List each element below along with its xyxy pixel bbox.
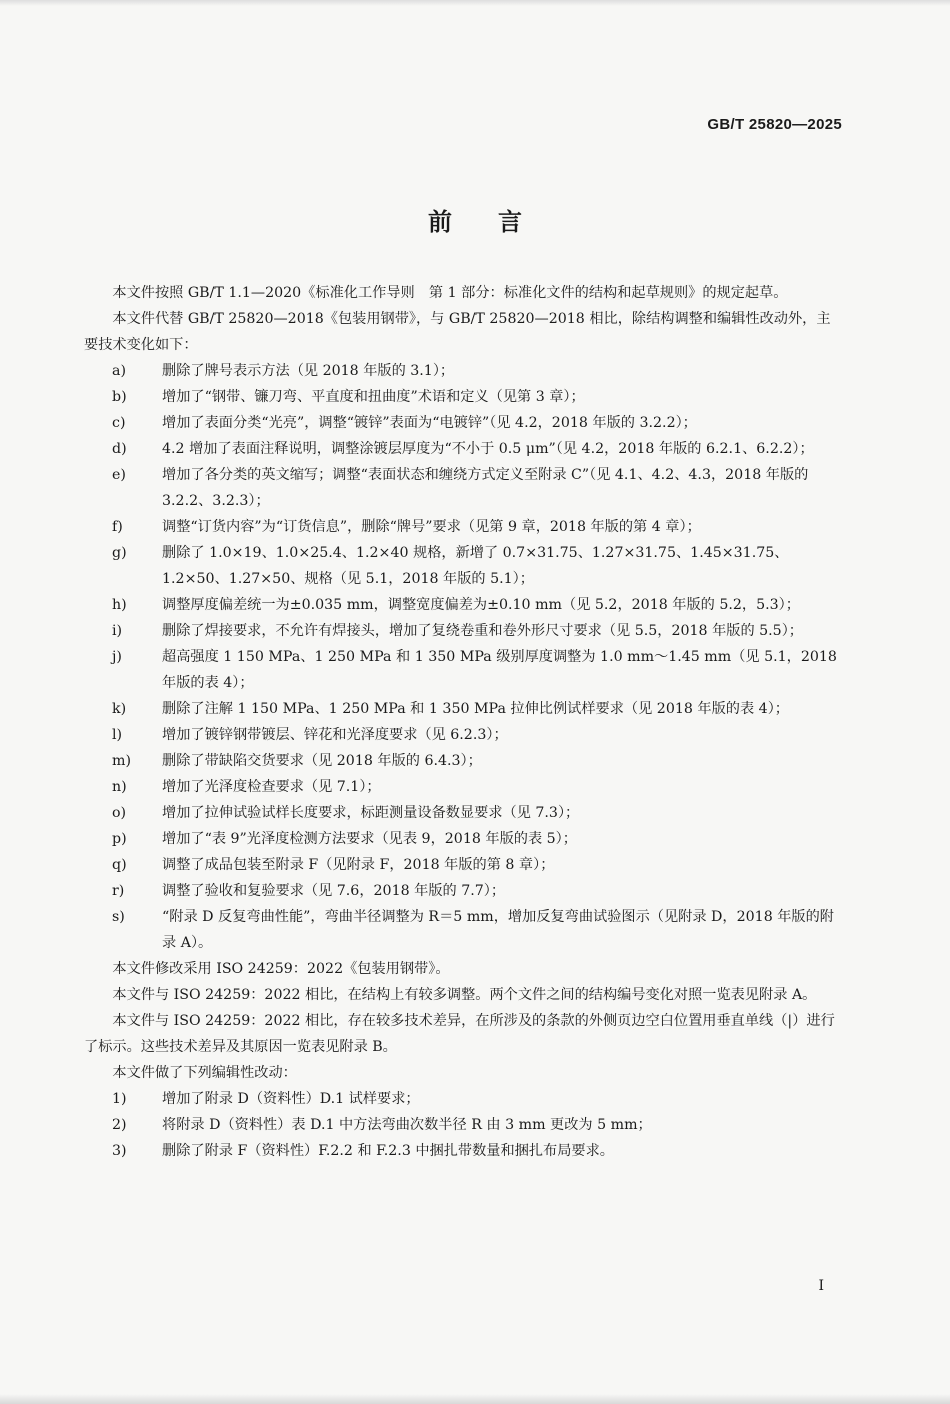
intro-paragraph-2: 本文件代替 GB/T 25820—2018《包装用钢带》，与 GB/T 25820—2018 相比，除结构调整和编辑性改动外，主要技术变化如下：	[84, 311, 831, 353]
list-item	[84, 696, 844, 722]
list-item-label: l)	[112, 727, 123, 743]
list-item-text: 超高强度 1 150 MPa、1 250 MPa 和 1 350 MPa 级别厚度调整为 1.0 mm～1.45 mm（见 5.1，2018 年版的表 4）；	[162, 649, 837, 691]
list-item	[84, 878, 844, 904]
list-item-text: 将附录 D（资料性）表 D.1 中方法弯曲次数半径 R 由 3 mm 更改为 5 mm；	[162, 1117, 652, 1133]
scan-edge-bottom	[0, 1394, 950, 1404]
intro-paragraph-1: 本文件按照 GB/T 1.1—2020《标准化工作导则 第 1 部分：标准化文件的结构和起草规则》的规定起草。	[112, 285, 788, 301]
list-item-label: 1)	[112, 1091, 127, 1107]
standard-code: GB/T 25820—2025	[707, 116, 842, 133]
list-item-text: 4.2 增加了表面注释说明，调整涂镀层厚度为“不小于 0.5 μm”（见 4.2，2018 年版的 6.2.1、6.2.2）；	[162, 441, 814, 457]
list-item	[84, 618, 844, 644]
list-item-text: 增加了镀锌钢带镀层、锌花和光泽度要求（见 6.2.3）；	[162, 727, 508, 743]
list-item	[84, 904, 844, 956]
list-item-label: a)	[112, 363, 126, 379]
list-item	[84, 540, 844, 592]
list-item	[84, 748, 844, 774]
scan-edge-top	[0, 0, 950, 6]
list-item-label: p)	[112, 831, 127, 847]
list-item-text: 增加了附录 D（资料性）D.1 试样要求；	[162, 1091, 420, 1107]
page-title: 前言	[428, 208, 568, 236]
list-item-label: d)	[112, 441, 127, 457]
list-item-text: “附录 D 反复弯曲性能”，弯曲半径调整为 R＝5 mm，增加反复弯曲试验图示（见附录 D，2018 年版的附录 A）。	[162, 909, 834, 951]
list-item-text: 删除了注解 1 150 MPa、1 250 MPa 和 1 350 MPa 拉伸比例试样要求（见 2018 年版的表 4）；	[162, 701, 789, 717]
list-item-label: o)	[112, 805, 127, 821]
list-item-text: 增加了拉伸试验试样长度要求，标距测量设备数显要求（见 7.3）；	[162, 805, 580, 821]
list-item-text: 增加了表面分类“光亮”，调整“镀锌”表面为“电镀锌”（见 4.2，2018 年版的 3.2.2）；	[162, 415, 697, 431]
list-item	[84, 722, 844, 748]
list-item-label: s)	[112, 909, 125, 925]
list-item-label: q)	[112, 857, 127, 873]
list-item-text: 删除了 1.0×19、1.0×25.4、1.2×40 规格，新增了 0.7×31.75、1.27×31.75、1.45×31.75、1.2×50、1.27×50、规格（见 5.1，2018 年版的 5.1）；	[162, 545, 789, 587]
list-item	[84, 800, 844, 826]
edits-list	[84, 1086, 844, 1164]
list-item-label: k)	[112, 701, 127, 717]
list-item	[84, 410, 844, 436]
list-item	[84, 644, 844, 696]
after-paragraph-2: 本文件与 ISO 24259：2022 相比，在结构上有较多调整。两个文件之间的结构编号变化对照一览表见附录 A。	[112, 987, 817, 1003]
list-item	[84, 436, 844, 462]
list-item-text: 调整厚度偏差统一为±0.035 mm，调整宽度偏差为±0.10 mm（见 5.2，2018 年版的 5.2，5.3）；	[162, 597, 800, 613]
list-item-text: 删除了焊接要求，不允许有焊接头，增加了复绕卷重和卷外形尺寸要求（见 5.5，2018 年版的 5.5）；	[162, 623, 803, 639]
list-item-text: 删除了带缺陷交货要求（见 2018 年版的 6.4.3）；	[162, 753, 482, 769]
list-item-label: r)	[112, 883, 125, 899]
list-item-text: 增加了“钢带、镰刀弯、平直度和扭曲度”术语和定义（见第 3 章）；	[162, 389, 585, 405]
after-paragraph-1: 本文件修改采用 ISO 24259：2022《包装用钢带》。	[112, 961, 450, 977]
list-item-label: j)	[112, 649, 122, 665]
list-item-label: m)	[112, 753, 131, 769]
list-item-label: c)	[112, 415, 126, 431]
list-item-text: 删除了附录 F（资料性）F.2.2 和 F.2.3 中捆扎带数量和捆扎布局要求。	[162, 1143, 614, 1159]
list-item-label: 3)	[112, 1143, 127, 1159]
list-item	[84, 1138, 844, 1164]
list-item-label: f)	[112, 519, 123, 535]
list-item-text: 调整了成品包装至附录 F（见附录 F，2018 年版的第 8 章）；	[162, 857, 555, 873]
list-item-label: h)	[112, 597, 127, 613]
list-item-label: b)	[112, 389, 127, 405]
list-item	[84, 514, 844, 540]
list-item	[84, 384, 844, 410]
list-item	[84, 462, 844, 514]
list-item-text: 调整“订货内容”为“订货信息”，删除“牌号”要求（见第 9 章，2018 年版的第 4 章）；	[162, 519, 701, 535]
list-item-label: g)	[112, 545, 127, 561]
list-item-text: 调整了验收和复验要求（见 7.6，2018 年版的 7.7）；	[162, 883, 506, 899]
page-number: I	[818, 1278, 824, 1294]
list-item	[84, 1112, 844, 1138]
list-item	[84, 358, 844, 384]
list-item-text: 增加了各分类的英文缩写；调整“表面状态和缠绕方式定义至附录 C”（见 4.1、4.2、4.3，2018 年版的 3.2.2、3.2.3）；	[162, 467, 809, 509]
list-item	[84, 852, 844, 878]
list-item-text: 增加了“表 9”光泽度检测方法要求（见表 9，2018 年版的表 5）；	[162, 831, 577, 847]
list-item	[84, 1086, 844, 1112]
list-item-text: 删除了牌号表示方法（见 2018 年版的 3.1）；	[162, 363, 455, 379]
foreword-body	[84, 280, 844, 1164]
list-item	[84, 774, 844, 800]
list-item-label: 2)	[112, 1117, 127, 1133]
list-item	[84, 826, 844, 852]
after-paragraph-3: 本文件与 ISO 24259：2022 相比，存在较多技术差异，在所涉及的条款的外侧页边空白位置用垂直单线（|）进行了标示。这些技术差异及其原因一览表见附录 B。	[84, 1013, 835, 1055]
list-item-label: e)	[112, 467, 126, 483]
list-item	[84, 592, 844, 618]
list-item-label: n)	[112, 779, 127, 795]
after-paragraph-4: 本文件做了下列编辑性改动：	[112, 1065, 297, 1081]
list-item-text: 增加了光泽度检查要求（见 7.1）；	[162, 779, 381, 795]
changes-list	[84, 358, 844, 956]
list-item-label: i)	[112, 623, 123, 639]
